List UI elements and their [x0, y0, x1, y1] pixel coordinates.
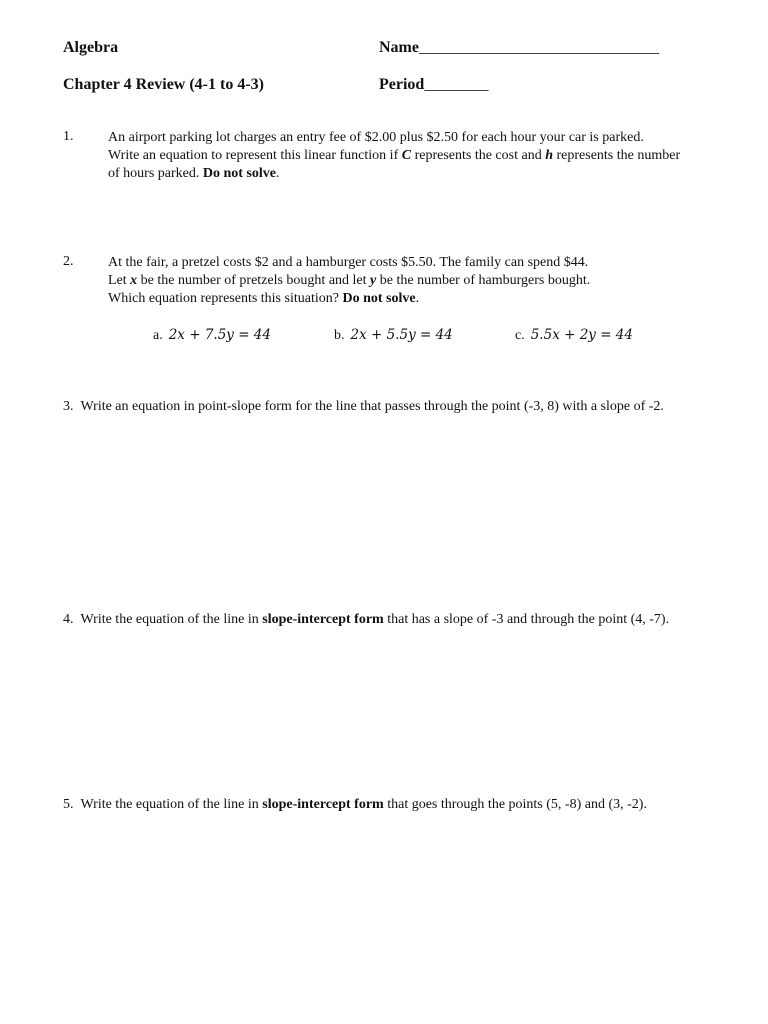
- q1-text: [108, 129, 680, 183]
- q4-number: 4.: [63, 612, 74, 627]
- period-blank[interactable]: ________: [424, 76, 489, 93]
- q1-line3: of hours parked. Do not solve.: [108, 166, 280, 181]
- q2-choice-b-equation: 2x + 5.5y = 44: [350, 327, 453, 343]
- q1-line1: An airport parking lot charges an entry fee of $2.00 plus $2.50 for each hour your car is parked.: [108, 130, 644, 145]
- q2-choice-a-equation: 2x + 7.5y = 44: [168, 327, 271, 343]
- q2-text: [108, 254, 590, 308]
- q5-number: 5.: [63, 797, 74, 812]
- subject-title: Algebra: [63, 39, 119, 56]
- q5-emphasis: slope-intercept form: [262, 797, 384, 812]
- q2-line1: At the fair, a pretzel costs $2 and a hamburger costs $5.50. The family can spend $44.: [108, 255, 589, 270]
- name-blank[interactable]: ______________________________: [418, 39, 659, 56]
- q2-var-x: x: [130, 273, 138, 288]
- q3: [63, 398, 664, 416]
- q2-choice-c[interactable]: c. 5.5x + 2y = 44: [515, 327, 633, 343]
- q3-text: Write an equation in point-slope form for the line that passes through the point (-3, 8) with a slope of -2.: [80, 399, 664, 414]
- q2-choice-a[interactable]: a. 2x + 7.5y = 44: [153, 327, 271, 343]
- name-label: Name: [379, 39, 419, 56]
- q2-choice-b[interactable]: b. 2x + 5.5y = 44: [334, 327, 453, 343]
- q2-choice-c-equation: 5.5x + 2y = 44: [530, 327, 633, 343]
- period-label: Period: [379, 76, 425, 93]
- period-field[interactable]: [379, 76, 488, 94]
- chapter-title: Chapter 4 Review (4-1 to 4-3): [63, 76, 264, 93]
- q2-number: 2.: [63, 254, 74, 269]
- q1-var-h: h: [545, 148, 553, 163]
- q2-line2: Let x be the number of pretzels bought and let y be the number of hamburgers bought.: [108, 273, 591, 288]
- q3-number: 3.: [63, 399, 74, 414]
- q1-var-c: C: [401, 148, 412, 163]
- q4: 4. Write the equation of the line in slope-intercept form that has a slope of -3 and through the point (4, -7).: [63, 612, 670, 627]
- q1-number: 1.: [63, 129, 74, 144]
- q2-line3: Which equation represents this situation? Do not solve.: [108, 291, 420, 306]
- q2-emphasis: Do not solve: [342, 291, 416, 306]
- name-field[interactable]: [379, 39, 659, 57]
- q1-emphasis: Do not solve: [202, 166, 276, 181]
- q4-emphasis: slope-intercept form: [262, 612, 384, 627]
- q5: 5. Write the equation of the line in slope-intercept form that goes through the points (5, -8) and (3, -2).: [63, 797, 647, 812]
- q2-var-y: y: [370, 273, 377, 288]
- q1-line2: Write an equation to represent this linear function if C represents the cost and h represents the number: [108, 148, 681, 163]
